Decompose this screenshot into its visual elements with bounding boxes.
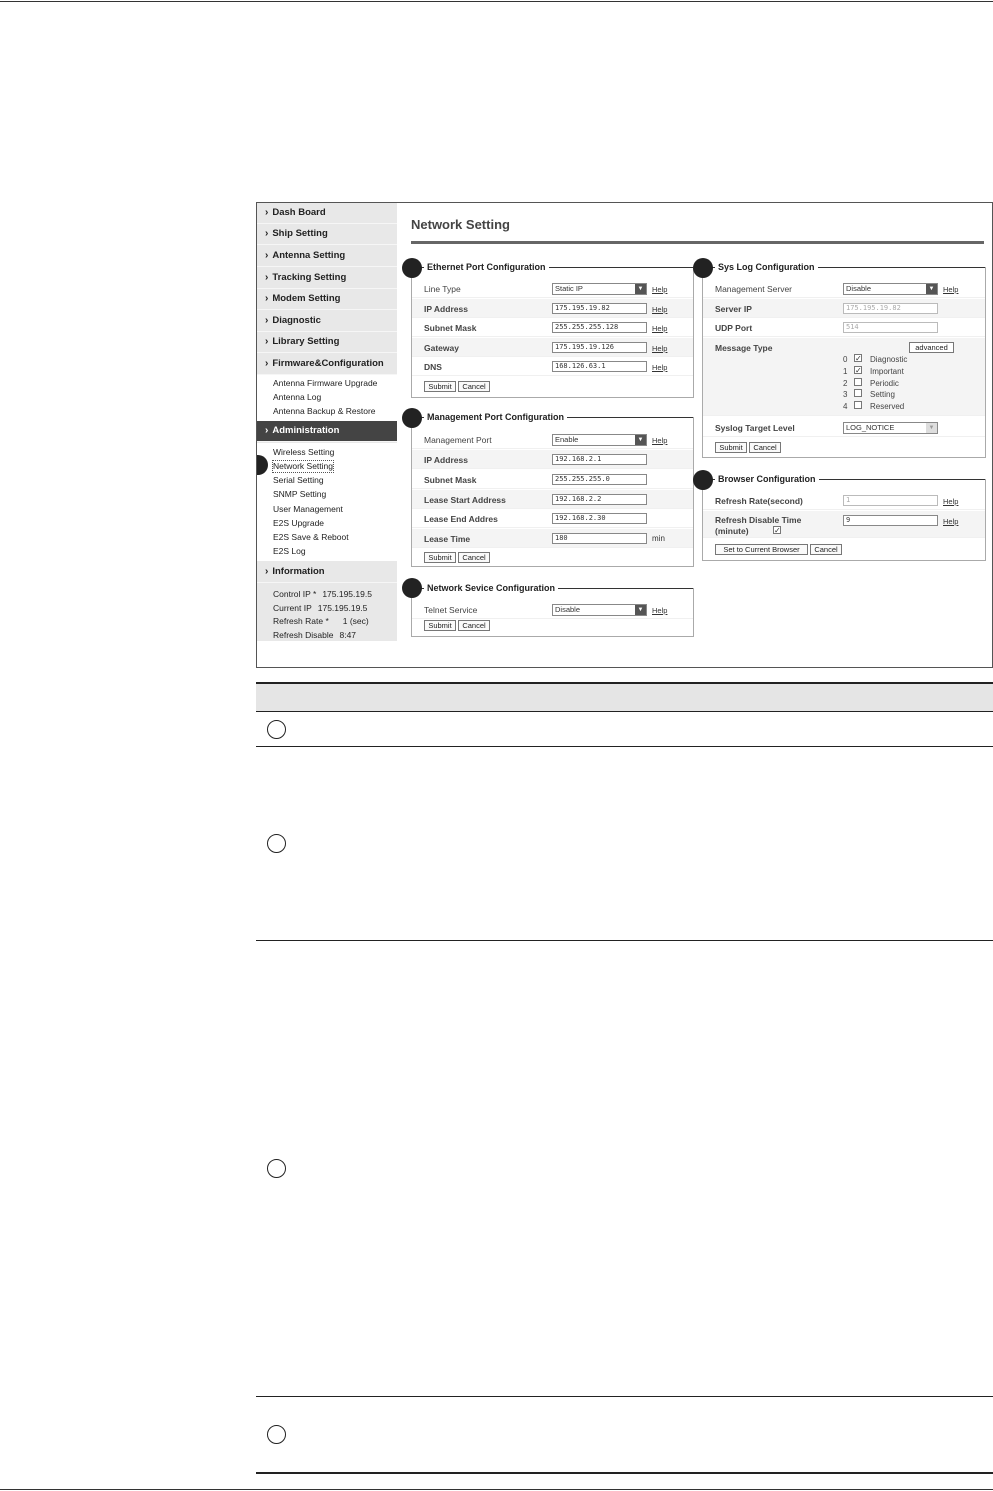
browser-panel (702, 474, 986, 561)
table-row-divider (256, 940, 993, 941)
lease-time-label: Lease Time (424, 534, 471, 544)
table-row-divider (256, 1396, 993, 1397)
submenu-e2s-log[interactable]: E2S Log (273, 546, 306, 556)
info-refresh-disable: Refresh Disable 8:47 (273, 630, 357, 640)
syslog-title: Sys Log Configuration (715, 259, 818, 275)
sidebar-item-administration[interactable]: › Administration (257, 421, 397, 442)
sidebar-item-diagnostic[interactable]: › Diagnostic (257, 311, 397, 332)
message-type-reserved: 4 (843, 402, 848, 411)
submit-button[interactable]: Submit (424, 381, 456, 392)
network-service-title: Network Sevice Configuration (424, 580, 558, 596)
submenu-antenna-firmware-upgrade[interactable]: Antenna Firmware Upgrade (273, 378, 378, 388)
ip-address-label: IP Address (424, 304, 468, 314)
refresh-disable-time-field[interactable]: 9 (843, 515, 938, 526)
callout-marker (693, 470, 713, 490)
help-link[interactable]: Help (943, 497, 959, 506)
management-port-label: Management Port (424, 435, 492, 445)
number-circle (267, 1425, 286, 1444)
submit-button[interactable]: Submit (424, 552, 456, 563)
dropdown-arrow-icon: ▼ (926, 423, 937, 433)
mgmt-subnet-mask-label: Subnet Mask (424, 475, 477, 485)
page-bottom-rule (0, 1489, 993, 1490)
management-port-select[interactable]: Enable ▼ (552, 434, 647, 446)
management-port-panel (411, 412, 694, 567)
number-circle (267, 1159, 286, 1178)
sidebar-item-library-setting[interactable]: › Library Setting (257, 332, 397, 353)
mgmt-ip-address-field[interactable]: 192.168.2.1 (552, 454, 647, 465)
message-type-diagnostic: 0 (843, 355, 848, 364)
line-type-select[interactable]: Static IP ▼ (552, 283, 647, 295)
management-port-title: Management Port Configuration (424, 409, 567, 425)
table-bottom-rule (256, 1472, 993, 1474)
setting-label: Setting (870, 390, 895, 399)
network-service-panel (411, 583, 694, 637)
dns-field[interactable]: 168.126.63.1 (552, 361, 647, 372)
refresh-rate-field[interactable]: 1 (843, 495, 938, 506)
ethernet-port-title: Ethernet Port Configuration (424, 259, 549, 275)
syslog-target-level-label: Syslog Target Level (715, 423, 795, 433)
line-type-label: Line Type (424, 284, 461, 294)
server-ip-field[interactable]: 175.195.19.82 (843, 303, 938, 314)
table-header (256, 682, 993, 712)
management-server-select[interactable]: Disable ▼ (843, 283, 938, 295)
important-label: Important (870, 367, 904, 376)
refresh-disable-checkbox[interactable]: ✓ (774, 526, 781, 535)
subnet-mask-field[interactable]: 255.255.255.128 (552, 322, 647, 333)
subnet-mask-label: Subnet Mask (424, 323, 477, 333)
dropdown-arrow-icon: ▼ (926, 284, 937, 294)
submit-button[interactable]: Submit (715, 442, 747, 453)
gateway-label: Gateway (424, 343, 459, 353)
sidebar-item-firmware-configuration[interactable]: › Firmware&Configuration (257, 354, 397, 375)
chevron-right-icon: › (265, 566, 269, 577)
web-ui-screenshot (256, 202, 993, 668)
refresh-rate-label: Refresh Rate(second) (715, 496, 803, 506)
chevron-right-icon: › (265, 425, 269, 436)
chevron-right-icon: › (265, 336, 269, 347)
reserved-label: Reserved (870, 402, 905, 411)
syslog-panel (702, 262, 986, 458)
lease-time-field[interactable]: 180 (552, 533, 647, 544)
help-link[interactable]: Help (652, 363, 668, 372)
callout-marker (693, 258, 713, 278)
callout-marker (402, 408, 422, 428)
help-link[interactable]: Help (652, 324, 668, 333)
help-link[interactable]: Help (652, 436, 668, 445)
number-circle (267, 834, 286, 853)
browser-title: Browser Configuration (715, 471, 819, 487)
submenu-wireless-setting[interactable]: Wireless Setting (273, 447, 335, 457)
udp-port-label: UDP Port (715, 323, 753, 333)
cancel-button[interactable]: Cancel (458, 381, 490, 392)
diagnostic-checkbox[interactable]: ✓ (855, 354, 862, 363)
sidebar-item-tracking-setting[interactable]: › Tracking Setting (257, 268, 397, 289)
sidebar-item-ship-setting[interactable]: › Ship Setting (257, 224, 397, 245)
chevron-right-icon: › (265, 228, 269, 239)
syslog-target-level-select[interactable]: LOG_NOTICE ▼ (843, 422, 938, 434)
telnet-service-select[interactable]: Disable ▼ (552, 604, 647, 616)
chevron-right-icon: › (265, 358, 269, 369)
refresh-disable-time-label: Refresh Disable Time (715, 515, 802, 525)
management-server-label: Management Server (715, 284, 793, 294)
mgmt-subnet-mask-field[interactable]: 255.255.255.0 (552, 474, 647, 485)
cancel-button[interactable]: Cancel (749, 442, 781, 453)
chevron-right-icon: › (265, 250, 269, 261)
diagnostic-label: Diagnostic (870, 355, 908, 364)
message-type-important: 1 (843, 367, 848, 376)
sidebar-item-antenna-setting[interactable]: › Antenna Setting (257, 246, 397, 267)
help-link[interactable]: Help (652, 305, 668, 314)
lease-end-field[interactable]: 192.168.2.30 (552, 513, 647, 524)
ethernet-port-panel (411, 262, 694, 398)
reserved-checkbox[interactable] (854, 401, 862, 409)
page-top-rule (0, 1, 993, 2)
server-ip-label: Server IP (715, 304, 752, 314)
help-link[interactable]: Help (943, 285, 959, 294)
help-link[interactable]: Help (652, 344, 668, 353)
dropdown-arrow-icon: ▼ (635, 284, 646, 294)
lease-time-unit: min (652, 534, 665, 543)
gateway-field[interactable]: 175.195.19.126 (552, 342, 647, 353)
lease-end-label: Lease End Addres (424, 514, 498, 524)
sidebar-item-modem-setting[interactable]: › Modem Setting (257, 289, 397, 310)
info-refresh-rate: Refresh Rate * 1 (sec) (273, 616, 369, 626)
submenu-serial-setting[interactable]: Serial Setting (273, 475, 324, 485)
submenu-e2s-save-reboot[interactable]: E2S Save & Reboot (273, 532, 349, 542)
title-divider (411, 241, 984, 244)
chevron-right-icon: › (265, 293, 269, 304)
lease-start-field[interactable]: 192.168.2.2 (552, 494, 647, 505)
dropdown-arrow-icon: ▼ (635, 435, 646, 445)
cancel-button[interactable]: Cancel (810, 544, 842, 555)
advanced-button[interactable]: advanced (909, 342, 954, 353)
set-current-browser-button[interactable]: Set to Current Browser (715, 544, 808, 555)
message-type-periodic: 2 (843, 379, 848, 388)
submenu-e2s-upgrade[interactable]: E2S Upgrade (273, 518, 325, 528)
number-circle (267, 720, 286, 739)
submenu-user-management[interactable]: User Management (273, 504, 343, 514)
chevron-right-icon: › (265, 315, 269, 326)
cancel-button[interactable]: Cancel (458, 620, 490, 631)
periodic-label: Periodic (870, 379, 899, 388)
submenu-antenna-log[interactable]: Antenna Log (273, 392, 322, 402)
help-link[interactable]: Help (943, 517, 959, 526)
submenu-network-setting[interactable]: Network Setting (273, 461, 333, 471)
chevron-right-icon: › (265, 207, 269, 218)
callout-marker (402, 578, 422, 598)
submenu-antenna-backup-restore[interactable]: Antenna Backup & Restore (273, 406, 376, 416)
sidebar (257, 203, 397, 641)
callout-marker (402, 258, 422, 278)
chevron-right-icon: › (265, 272, 269, 283)
sidebar-item-information[interactable]: › Information (257, 562, 397, 583)
table-row-divider (256, 746, 993, 747)
info-current-ip: Current IP 175.195.19.5 (273, 603, 368, 613)
help-link[interactable]: Help (652, 285, 668, 294)
telnet-service-label: Telnet Service (424, 605, 478, 615)
refresh-disable-unit-label: (minute) (715, 526, 749, 536)
sidebar-item-dash-board[interactable]: › Dash Board (257, 203, 397, 224)
mgmt-ip-address-label: IP Address (424, 455, 468, 465)
ip-address-field[interactable]: 175.195.19.82 (552, 303, 647, 314)
lease-start-label: Lease Start Address (424, 495, 506, 505)
periodic-checkbox[interactable] (854, 378, 862, 386)
setting-checkbox[interactable] (854, 389, 862, 397)
message-type-setting: 3 (843, 390, 848, 399)
udp-port-field[interactable]: 514 (843, 322, 938, 333)
info-control-ip: Control IP * 175.195.19.5 (273, 589, 372, 599)
help-link[interactable]: Help (652, 606, 668, 615)
submenu-snmp-setting[interactable]: SNMP Setting (273, 489, 327, 499)
submit-button[interactable]: Submit (424, 620, 456, 631)
message-type-label: Message Type (715, 343, 773, 353)
page-title: Network Setting (411, 217, 510, 232)
cancel-button[interactable]: Cancel (458, 552, 490, 563)
important-checkbox[interactable]: ✓ (855, 366, 862, 375)
dropdown-arrow-icon: ▼ (635, 605, 646, 615)
dns-label: DNS (424, 362, 442, 372)
